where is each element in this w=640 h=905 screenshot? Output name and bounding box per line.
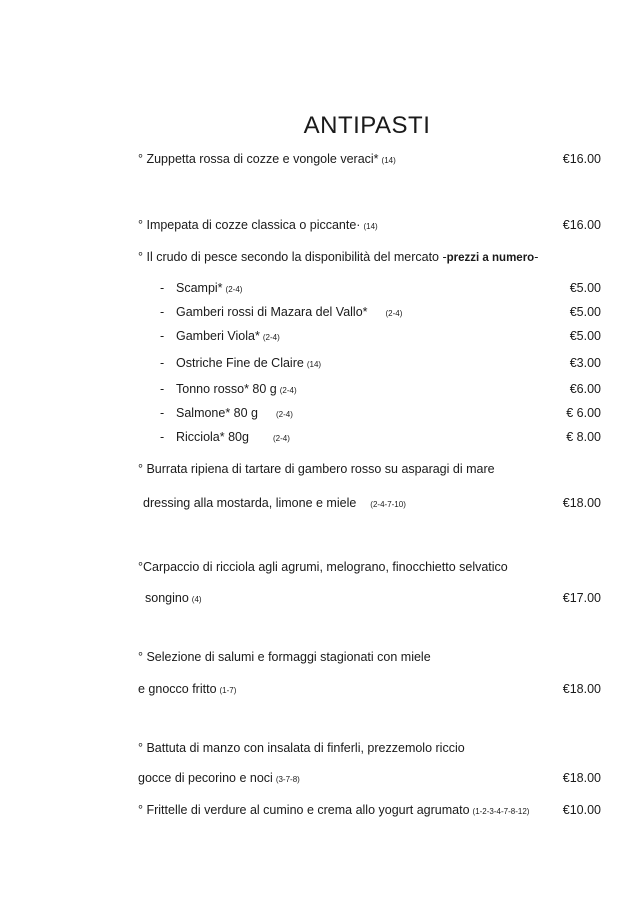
menu-item: [0, 588, 640, 608]
menu-item: [0, 557, 640, 577]
item-text-line: [138, 768, 300, 790]
item-price: €6.00: [569, 382, 601, 396]
menu-item: [0, 278, 640, 298]
dash-marker: -: [160, 305, 165, 319]
pricing-note-tail: -: [534, 250, 539, 264]
allergen-codes: (2-4-7-10): [370, 500, 406, 509]
allergen-codes: (2-4): [385, 309, 403, 318]
item-price: €18.00: [562, 496, 601, 510]
item-text-line: [138, 247, 538, 268]
item-text-line: [145, 588, 202, 610]
item-text-line: [138, 647, 431, 667]
menu-item: [0, 768, 640, 788]
item-name: gocce di pecorino e noci: [138, 771, 273, 785]
allergen-codes: (2-4): [262, 333, 280, 342]
item-text-line: [138, 459, 495, 479]
item-price: €18.00: [562, 771, 601, 785]
menu-item: [0, 800, 640, 820]
menu-item: [0, 302, 640, 322]
menu-item: [0, 493, 640, 513]
menu-item: [0, 215, 640, 235]
item-name: dressing alla mostarda, limone e miele: [143, 496, 357, 510]
item-price: €16.00: [562, 218, 601, 232]
dash-marker: -: [160, 406, 165, 420]
menu-item: [0, 679, 640, 699]
menu-item: [0, 379, 640, 399]
item-name: ° Zuppetta rossa di cozze e vongole veraci*: [138, 152, 379, 166]
item-price: €5.00: [569, 281, 601, 295]
allergen-codes: (1-2-3-4-7-8-12): [472, 807, 530, 816]
item-name: Scampi*: [176, 281, 223, 295]
item-price: € 6.00: [566, 406, 601, 420]
allergen-codes: (4): [191, 595, 202, 604]
item-price: €18.00: [562, 682, 601, 696]
item-text-line: [176, 278, 242, 300]
item-text-line: [143, 493, 406, 515]
item-name: Ricciola* 80g: [176, 430, 249, 444]
item-text-line: [176, 302, 402, 324]
dash-marker: -: [160, 382, 165, 396]
item-text-line: [176, 427, 290, 449]
item-name: ° Selezione di salumi e formaggi stagionati con miele: [138, 650, 431, 664]
item-text-line: [176, 353, 321, 375]
item-text-line: [138, 738, 465, 758]
allergen-codes: (14): [363, 222, 378, 231]
allergen-codes: (2-4): [279, 386, 297, 395]
allergen-codes: (2-4): [225, 285, 243, 294]
item-name: ° Battuta di manzo con insalata di finferli, prezzemolo riccio: [138, 741, 465, 755]
item-text-line: [138, 800, 529, 822]
item-name: ° Burrata ripiena di tartare di gambero rosso su asparagi di mare: [138, 462, 495, 476]
item-price: €5.00: [569, 305, 601, 319]
item-name: e gnocco fritto: [138, 682, 217, 696]
item-name: Gamberi rossi di Mazara del Vallo*: [176, 305, 368, 319]
dash-marker: -: [160, 430, 165, 444]
item-text-line: [176, 326, 280, 348]
menu-item: [0, 353, 640, 373]
item-name: songino: [145, 591, 189, 605]
item-name: ° Il crudo di pesce secondo la disponibilità del mercato -: [138, 250, 447, 264]
menu-item: [0, 647, 640, 667]
item-text-line: [176, 379, 297, 401]
dash-marker: -: [160, 281, 165, 295]
menu-item: [0, 247, 640, 267]
menu-item: [0, 403, 640, 423]
allergen-codes: (14): [306, 360, 322, 369]
item-name: Gamberi Viola*: [176, 329, 260, 343]
menu-item: [0, 427, 640, 447]
item-name: ° Impepata di cozze classica o piccante·: [138, 218, 361, 232]
item-text-line: [176, 403, 293, 425]
allergen-codes: (2-4): [272, 434, 290, 443]
item-name: Tonno rosso* 80 g: [176, 382, 277, 396]
item-text-line: [138, 149, 396, 171]
item-price: €5.00: [569, 329, 601, 343]
item-name: °Carpaccio di ricciola agli agrumi, melograno, finocchietto selvatico: [138, 560, 508, 574]
item-price: €17.00: [562, 591, 601, 605]
item-price: € 8.00: [566, 430, 601, 444]
section-title: ANTIPASTI: [303, 112, 431, 139]
menu-item: [0, 738, 640, 758]
item-price: €3.00: [569, 356, 601, 370]
item-text-line: [138, 679, 236, 701]
item-text-line: [138, 557, 508, 577]
dash-marker: -: [160, 356, 165, 370]
menu-item: [0, 459, 640, 479]
item-price: €16.00: [562, 152, 601, 166]
item-price: €10.00: [562, 803, 601, 817]
menu-item: [0, 326, 640, 346]
dash-marker: -: [160, 329, 165, 343]
allergen-codes: (3-7-8): [275, 775, 300, 784]
allergen-codes: (14): [381, 156, 396, 165]
item-name: ° Frittelle di verdure al cumino e crema allo yogurt agrumato: [138, 803, 470, 817]
item-name: Salmone* 80 g: [176, 406, 259, 420]
menu-item: [0, 149, 640, 169]
allergen-codes: (1-7): [219, 686, 237, 695]
item-name: Ostriche Fine de Claire: [176, 356, 304, 370]
allergen-codes: (2-4): [276, 410, 293, 419]
pricing-note: prezzi a numero: [446, 252, 535, 264]
item-text-line: [138, 215, 378, 237]
